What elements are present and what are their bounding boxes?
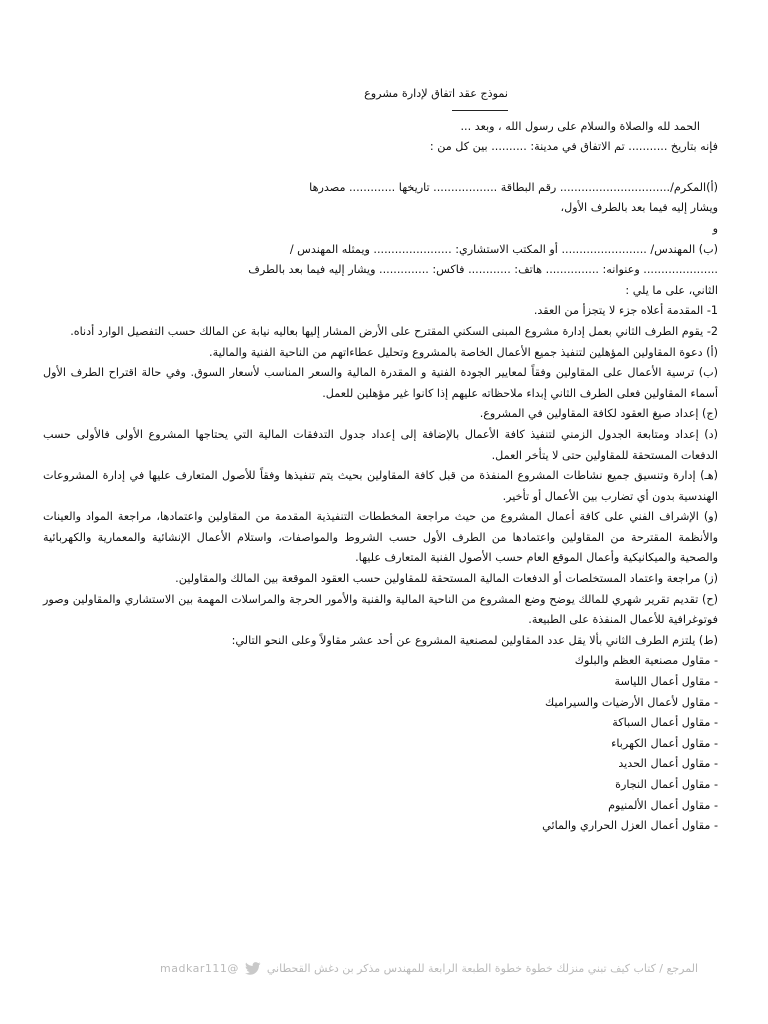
- footer-handle: madkar111@: [160, 962, 239, 975]
- contractor-list-item: - مقاول أعمال الألمنيوم: [608, 798, 718, 812]
- clause-item: (ج) إعداد صيغ العقود لكافة المقاولين في المشروع.: [479, 407, 718, 421]
- contractor-list-item: - مقاول أعمال النجارة: [615, 778, 718, 791]
- footer-watermark: [118, 962, 698, 975]
- clause-item: (هـ) إدارة وتنسيق جميع نشاطات المشروع المنفذة من قبل كافة المقاولين بحيث يتم تنفيذها وفقاً للأصول المتعارف عليها في إدارة المشروعات الهندسية بدون أي تضارب بين الأعمال أو تأخير.: [43, 469, 718, 503]
- contractor-list-item: - مقاول مصنعية العظم والبلوك: [574, 654, 718, 668]
- document-title: نموذج عقد اتفاق لإدارة مشروع: [364, 87, 508, 100]
- party-a-line: ويشار إليه فيما بعد بالطرف الأول،: [560, 201, 718, 215]
- contractor-list-item: - مقاول أعمال الحديد: [618, 757, 718, 771]
- spacer: [43, 105, 718, 117]
- clause-item: (ز) مراجعة واعتماد المستخلصات أو الدفعات المالية المستحقة للمقاولين حسب العقود الموقعة بين المالك والمقاولين.: [175, 572, 718, 586]
- contractor-list-item: - مقاول أعمال اللياسة: [614, 675, 718, 689]
- party-b-line: (ب) المهندس/ ........................ أو المكتب الاستشاري: ...................... ويمثله المهندس /: [289, 242, 718, 256]
- intro-line: الحمد لله والصلاة والسلام على رسول الله ، وبعد ...: [460, 119, 700, 133]
- contractor-list-item: - مقاول أعمال السباكة: [612, 716, 718, 730]
- party-a-line: (أ)المكرم/............................... رقم البطاقة .................. تاريخها ............. مصدرها: [309, 180, 718, 194]
- clause: 2- يقوم الطرف الثاني بعمل إدارة مشروع المبنى السكني المقترح على الأرض المشار إليها بعاليه نيابة عن المالك حسب التفصيل الوارد أدناه.: [70, 324, 718, 338]
- document-title-block: [43, 84, 508, 105]
- contractor-list-item: - مقاول أعمال الكهرباء: [611, 736, 718, 750]
- contractor-list-item: - مقاول أعمال العزل الحراري والمائي: [542, 819, 718, 833]
- spacer: [43, 158, 718, 178]
- clause: 1- المقدمة أعلاه جزء لا يتجزأ من العقد.: [533, 304, 718, 318]
- party-b-line: ..................... وعنوانه: ............... هاتف: ............ فاكس: .............. ويشار إليه فيما بعد بالطرف: [248, 263, 718, 277]
- clause-item: (د) إعداد ومتابعة الجدول الزمني لتنفيذ كافة الأعمال بالإضافة إلى إعداد جدول التدفقات المالية التي يحتاجها المشروع الأولى فالأولى حسب الدفعات المستحقة للمقاولين حتى لا يتأخر العمل.: [43, 427, 718, 462]
- contractor-list: [43, 651, 718, 836]
- title-underline: [452, 110, 508, 111]
- clause-item: (ح) تقديم تقرير شهري للمالك يوضح وضع المشروع من الناحية المالية والفنية والأمور الحرجة والمراسلات المهمة بين الاستشاري والمقاولين وصور فوتوغرافية للأعمال المنفذة على الطبيعة.: [43, 592, 718, 627]
- contractor-list-item: - مقاول لأعمال الأرضيات والسيراميك: [545, 695, 718, 709]
- document-body: [43, 84, 718, 837]
- intro-line: فإنه بتاريخ ........... تم الاتفاق في مدينة: .......... بين كل من :: [429, 140, 718, 154]
- party-b-line: الثاني، على ما يلي :: [625, 283, 718, 297]
- twitter-icon: [245, 962, 261, 975]
- footer-reference: المرجع / كتاب كيف تبني منزلك خطوة خطوة الطبعة الرابعة للمهندس مذكر بن دغش القحطاني: [266, 962, 698, 975]
- clause-item: (أ) دعوة المقاولين المؤهلين لتنفيذ جميع الأعمال الخاصة بالمشروع وتحليل عطاءاتهم من الناحية الفنية والمالية.: [209, 345, 718, 359]
- clause-item: (ط) يلتزم الطرف الثاني بألا يقل عدد المقاولين لمصنعية المشروع عن أحد عشر مقاولاً وعلى النحو التالي:: [231, 633, 718, 647]
- conjunction: و: [712, 221, 718, 235]
- clause-item: (ب) ترسية الأعمال على المقاولين وفقاً لمعايير الجودة الفنية و المقدرة المالية والسعر المناسب لأسعار السوق. وفي حالة اقتراح الطرف الأول أسماء المقاولين فعلى الطرف الثاني إبداء ملاحظاته عليهم إذا كانوا غير مؤهلين للعمل.: [43, 366, 718, 400]
- clause-item: (و) الإشراف الفني على كافة أعمال المشروع من حيث مراجعة المخططات التنفيذية المقدمة من المقاولين واعتمادها، مراجعة المواد والعينات والأنظمة المقترحة من المقاولين واعتمادها من الطرف الأول حسب الشروط والمواصفات، واستلام الأعمال الإنشائية والمعمارية والكهربائية والصحية والميكانيكية وأعمال الموقع العام حسب الأصول الفنية المتعارف عليها.: [43, 510, 718, 565]
